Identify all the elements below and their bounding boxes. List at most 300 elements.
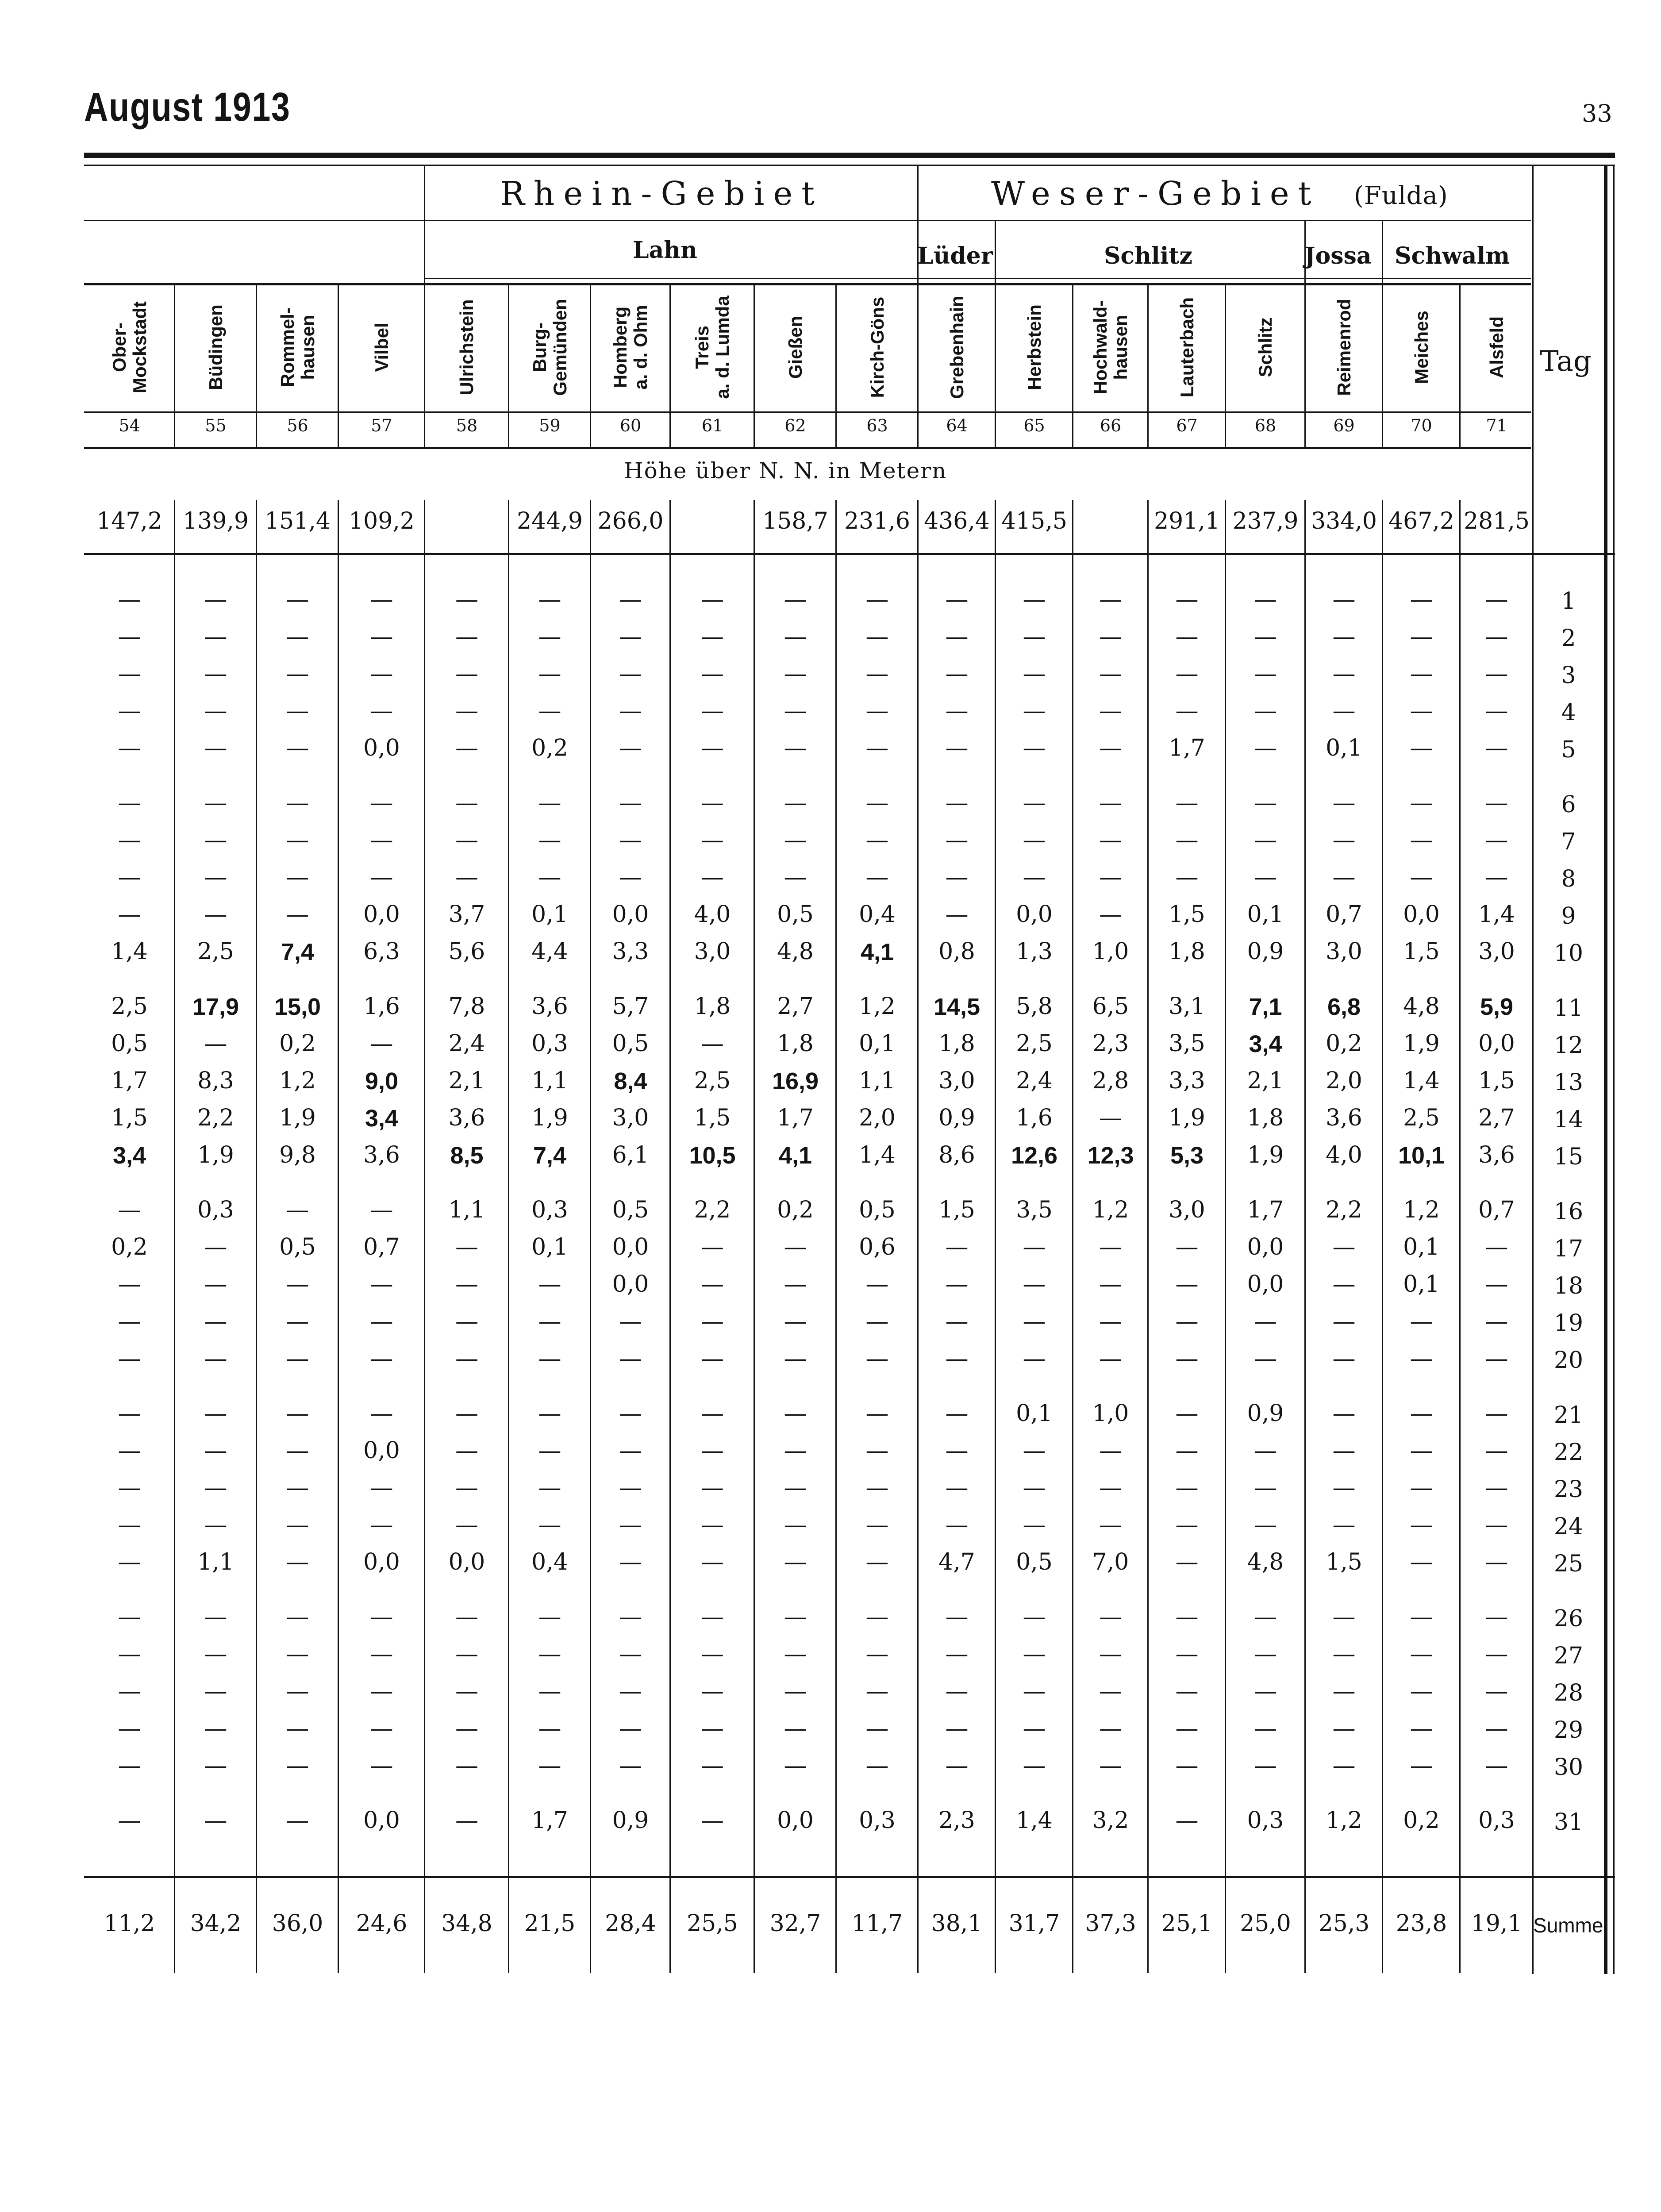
rainfall-cell: — (370, 1641, 393, 1667)
rainfall-cell: 0,9 (612, 1807, 649, 1834)
rainfall-cell: 2,2 (197, 1105, 234, 1131)
column-divider (590, 283, 591, 447)
day-number: 4 (1561, 699, 1576, 726)
rainfall-cell: — (286, 864, 309, 891)
rainfall-cell: — (701, 1234, 724, 1260)
rainfall-cell: — (784, 661, 807, 687)
rainfall-cell: — (455, 1475, 478, 1501)
rainfall-cell: — (701, 661, 724, 687)
rainfall-cell: — (1099, 827, 1122, 853)
rainfall-cell: 1,9 (197, 1142, 234, 1168)
rainfall-cell: 0,9 (938, 1105, 975, 1131)
rainfall-cell: — (701, 1400, 724, 1427)
rainfall-cell: 1,5 (111, 1105, 148, 1131)
rainfall-cell: — (286, 586, 309, 613)
rainfall-cell: — (370, 1197, 393, 1223)
rainfall-cell: 0,0 (363, 1807, 400, 1834)
right-border (1604, 165, 1607, 1974)
station-number: 70 (1411, 416, 1432, 435)
rainfall-cell: — (701, 790, 724, 816)
rainfall-cell: — (1175, 1715, 1199, 1742)
rainfall-cell: — (1254, 790, 1277, 816)
rainfall-cell: — (370, 1752, 393, 1779)
rainfall-cell: — (538, 1437, 561, 1464)
rainfall-cell: — (370, 790, 393, 816)
station-height: 467,2 (1388, 508, 1454, 534)
column-divider (256, 500, 257, 1973)
rainfall-cell: — (619, 698, 642, 724)
rainfall-cell: — (945, 1752, 969, 1779)
rainfall-cell: — (1332, 1400, 1356, 1427)
rainfall-cell: — (455, 790, 478, 816)
rainfall-cell: — (1023, 1475, 1046, 1501)
rainfall-cell: — (701, 1752, 724, 1779)
rainfall-cell: 8,6 (938, 1142, 975, 1168)
rainfall-cell: — (370, 1604, 393, 1630)
rainfall-cell: 0,0 (612, 1234, 649, 1260)
rainfall-cell: 3,3 (1169, 1068, 1205, 1094)
rainfall-cell: — (370, 698, 393, 724)
station-number: 58 (456, 416, 478, 435)
rainfall-cell: — (1099, 698, 1122, 724)
rainfall-cell: — (1485, 1234, 1508, 1260)
rainfall-cell: — (619, 586, 642, 613)
rainfall-cell: — (538, 827, 561, 853)
rainfall-cell: — (1410, 1549, 1433, 1575)
rainfall-cell: — (865, 735, 889, 761)
column-divider (1459, 500, 1461, 1973)
rainfall-cell: 1,7 (111, 1068, 148, 1094)
rainfall-cell: 3,5 (1169, 1030, 1205, 1057)
rainfall-cell: 0,8 (938, 938, 975, 965)
rainfall-cell: 0,5 (612, 1197, 649, 1223)
column-divider (754, 500, 755, 1973)
rainfall-cell: — (784, 1752, 807, 1779)
rainfall-cell: — (619, 1475, 642, 1501)
rainfall-cell: — (865, 623, 889, 650)
station-name: Vilbel (371, 323, 392, 372)
rainfall-cell: — (619, 864, 642, 891)
rainfall-cell: — (1175, 790, 1199, 816)
rainfall-cell: — (1254, 661, 1277, 687)
rainfall-cell: 4,8 (777, 938, 814, 965)
rainfall-cell: — (945, 698, 969, 724)
rainfall-cell: — (204, 1030, 227, 1057)
rainfall-cell: — (619, 1437, 642, 1464)
rainfall-cell: — (455, 1807, 478, 1834)
rainfall-cell: 3,6 (448, 1105, 485, 1131)
rainfall-cell: — (1175, 1400, 1199, 1427)
rainfall-cell: — (701, 1437, 724, 1464)
rainfall-cell: — (945, 1475, 969, 1501)
station-sum: 11,2 (104, 1910, 155, 1937)
column-divider (174, 283, 175, 447)
rainfall-cell: 10,5 (689, 1142, 736, 1169)
day-number: 31 (1553, 1809, 1584, 1836)
rainfall-cell: — (455, 1271, 478, 1298)
station-rule (84, 283, 1531, 285)
column-divider (424, 500, 425, 1973)
station-height: 291,1 (1154, 508, 1220, 534)
rainfall-cell: — (1175, 623, 1199, 650)
rainfall-cell: 1,2 (1326, 1807, 1362, 1834)
rainfall-cell: — (1410, 1308, 1433, 1335)
station-name: Reimenrod (1333, 299, 1354, 396)
rainfall-cell: 0,0 (1403, 901, 1440, 928)
rainfall-cell: 0,3 (859, 1807, 896, 1834)
rainfall-cell: — (945, 1345, 969, 1372)
rainfall-cell: — (538, 623, 561, 650)
rainfall-cell: — (455, 1400, 478, 1427)
rainfall-cell: — (455, 698, 478, 724)
rainfall-cell: — (1485, 698, 1508, 724)
column-divider (1072, 500, 1073, 1973)
rainfall-cell: 0,7 (1478, 1197, 1515, 1223)
day-number: 11 (1553, 995, 1584, 1022)
station-name: Büdingen (205, 304, 226, 390)
rainfall-cell: — (455, 1715, 478, 1742)
column-divider (590, 500, 591, 1973)
rainfall-cell: — (1332, 698, 1356, 724)
rainfall-cell: 0,9 (1247, 938, 1284, 965)
rainfall-cell: — (204, 1604, 227, 1630)
rainfall-cell: — (1175, 1512, 1199, 1538)
rainfall-cell: 7,4 (281, 939, 315, 965)
rainfall-cell: — (945, 1234, 969, 1260)
rainfall-cell: 0,2 (777, 1197, 814, 1223)
rainfall-cell: — (204, 901, 227, 928)
rainfall-cell: 3,2 (1092, 1807, 1129, 1834)
rainfall-cell: — (1023, 735, 1046, 761)
rainfall-cell: 10,1 (1398, 1142, 1445, 1169)
rainfall-cell: — (286, 1807, 309, 1834)
rainfall-cell: 7,8 (448, 993, 485, 1020)
rainfall-cell: — (1485, 1345, 1508, 1372)
rainfall-cell: — (865, 1752, 889, 1779)
rainfall-cell: — (1099, 1752, 1122, 1779)
rainfall-cell: — (1099, 1641, 1122, 1667)
rainfall-cell: — (1332, 1475, 1356, 1501)
rainfall-cell: — (1023, 1308, 1046, 1335)
rainfall-cell: 0,2 (531, 735, 568, 761)
rainfall-cell: — (865, 1308, 889, 1335)
rainfall-cell: — (1175, 1271, 1199, 1298)
station-height: 151,4 (265, 508, 331, 534)
rainfall-cell: — (286, 623, 309, 650)
rainfall-cell: — (1332, 790, 1356, 816)
column-divider (917, 500, 919, 1973)
day-number: 2 (1561, 625, 1576, 652)
rainfall-cell: — (1332, 1604, 1356, 1630)
rainfall-cell: — (784, 1641, 807, 1667)
station-name: Grebenhain (946, 296, 967, 399)
day-number: 24 (1553, 1513, 1584, 1540)
rainfall-cell: 1,4 (1478, 901, 1515, 928)
rainfall-cell: — (1485, 661, 1508, 687)
rainfall-cell: — (1332, 661, 1356, 687)
day-number: 8 (1561, 866, 1576, 892)
rainfall-cell: — (1023, 586, 1046, 613)
page-title: August 1913 (84, 84, 291, 130)
rainfall-cell: — (455, 1234, 478, 1260)
rainfall-cell: — (1099, 1475, 1122, 1501)
rainfall-cell: — (1254, 735, 1277, 761)
rainfall-cell: — (1175, 661, 1199, 687)
rainfall-cell: 2,1 (448, 1068, 485, 1094)
rainfall-cell: 6,1 (612, 1142, 649, 1168)
rainfall-cell: — (1023, 623, 1046, 650)
column-divider (669, 500, 671, 1973)
rainfall-cell: — (204, 1345, 227, 1372)
station-sum: 25,0 (1240, 1910, 1291, 1937)
rainfall-cell: 3,6 (1326, 1105, 1362, 1131)
rainfall-cell: — (370, 1030, 393, 1057)
station-name: Ober- Mockstadt (108, 301, 150, 393)
rainfall-cell: 0,1 (1403, 1234, 1440, 1260)
day-number: 27 (1553, 1643, 1584, 1669)
rainfall-cell: — (455, 1512, 478, 1538)
station-height: 334,0 (1311, 508, 1377, 534)
station-sum: 34,8 (441, 1910, 492, 1937)
rainfall-cell: — (784, 1475, 807, 1501)
rainfall-cell: 3,6 (1478, 1142, 1515, 1168)
rainfall-cell: 0,0 (448, 1549, 485, 1575)
rainfall-cell: — (538, 1512, 561, 1538)
rainfall-cell: — (865, 1678, 889, 1705)
rainfall-cell: — (619, 1715, 642, 1742)
rainfall-cell: 0,4 (859, 901, 896, 928)
column-divider (1382, 283, 1383, 447)
rainfall-cell: — (701, 1030, 724, 1057)
top-rule (84, 153, 1615, 158)
day-number: 13 (1553, 1069, 1584, 1096)
rainfall-cell: — (455, 1752, 478, 1779)
rainfall-cell: 0,2 (1403, 1807, 1440, 1834)
column-divider (256, 283, 257, 447)
rainfall-cell: 1,5 (694, 1105, 731, 1131)
rainfall-cell: — (118, 661, 141, 687)
rainfall-cell: 2,3 (938, 1807, 975, 1834)
rainfall-cell: 1,5 (1326, 1549, 1362, 1575)
rainfall-cell: — (1485, 1271, 1508, 1298)
day-number: 25 (1553, 1551, 1584, 1577)
rainfall-cell: — (701, 1271, 724, 1298)
station-number: 55 (205, 416, 227, 435)
station-number: 64 (946, 416, 968, 435)
rainfall-cell: 3,4 (112, 1142, 146, 1169)
rainfall-cell: — (865, 1715, 889, 1742)
rainfall-cell: — (204, 1512, 227, 1538)
rainfall-cell: — (865, 827, 889, 853)
rainfall-cell: — (204, 1807, 227, 1834)
rainfall-cell: — (1410, 1512, 1433, 1538)
rainfall-cell: — (619, 1641, 642, 1667)
rainfall-cell: 8,3 (197, 1068, 234, 1094)
rainfall-cell: — (1175, 1678, 1199, 1705)
rainfall-cell: — (784, 864, 807, 891)
column-divider (835, 500, 837, 1973)
rainfall-cell: — (945, 827, 969, 853)
rainfall-cell: 12,3 (1087, 1142, 1134, 1169)
rainfall-cell: — (865, 1345, 889, 1372)
rainfall-cell: 0,0 (612, 901, 649, 928)
rainfall-cell: — (1410, 586, 1433, 613)
rainfall-cell: 2,2 (1326, 1197, 1362, 1223)
rainfall-cell: — (1410, 1400, 1433, 1427)
rainfall-cell: 0,5 (612, 1030, 649, 1057)
day-number: 21 (1553, 1402, 1584, 1429)
rainfall-cell: 0,9 (1247, 1400, 1284, 1427)
rainfall-cell: — (286, 1641, 309, 1667)
rainfall-cell: — (1099, 1678, 1122, 1705)
rainfall-cell: 0,3 (1478, 1807, 1515, 1834)
rainfall-cell: 6,5 (1092, 993, 1129, 1020)
rainfall-cell: 3,3 (612, 938, 649, 965)
rainfall-cell: — (1099, 864, 1122, 891)
sum-rule (84, 1876, 1615, 1878)
column-divider (1225, 283, 1226, 447)
rainfall-cell: — (538, 1715, 561, 1742)
rainfall-cell: 1,8 (777, 1030, 814, 1057)
river-lahn: Lahn (633, 237, 697, 264)
day-number: 14 (1553, 1106, 1584, 1133)
rainfall-cell: — (370, 1271, 393, 1298)
rainfall-cell: — (1332, 1271, 1356, 1298)
rainfall-cell: — (619, 1512, 642, 1538)
summe-label: Summe (1533, 1914, 1603, 1937)
rainfall-cell: — (1099, 623, 1122, 650)
rainfall-cell: — (865, 1549, 889, 1575)
station-height: 158,7 (762, 508, 828, 534)
river-rule (425, 278, 1531, 279)
rainfall-cell: — (1254, 698, 1277, 724)
rainfall-cell: — (1485, 1475, 1508, 1501)
rainfall-cell: — (1175, 1437, 1199, 1464)
station-height: 415,5 (1001, 508, 1067, 534)
rainfall-cell: — (538, 1345, 561, 1372)
rainfall-cell: — (701, 1345, 724, 1372)
rainfall-cell: — (865, 1400, 889, 1427)
rainfall-cell: 2,2 (694, 1197, 731, 1223)
rainfall-cell: 1,5 (1478, 1068, 1515, 1094)
rainfall-cell: 4,0 (1326, 1142, 1362, 1168)
rainfall-cell: — (784, 1308, 807, 1335)
rainfall-cell: 3,6 (363, 1142, 400, 1168)
station-number: 63 (866, 416, 888, 435)
station-name: Gießen (784, 315, 806, 379)
river-lueder: Lüder (917, 242, 993, 269)
rainfall-cell: — (204, 1437, 227, 1464)
rainfall-cell: — (619, 1752, 642, 1779)
height-caption: Höhe über N. N. in Metern (624, 458, 947, 484)
column-divider (174, 500, 175, 1973)
rainfall-cell: — (1485, 586, 1508, 613)
rainfall-cell: — (1175, 1475, 1199, 1501)
station-sum: 37,3 (1085, 1910, 1136, 1937)
rainfall-cell: — (1410, 1752, 1433, 1779)
rainfall-cell: — (1175, 864, 1199, 891)
rainfall-cell: — (1332, 1345, 1356, 1372)
rainfall-cell: — (286, 1437, 309, 1464)
rainfall-cell: — (204, 1641, 227, 1667)
rainfall-cell: — (286, 698, 309, 724)
rainfall-cell: — (118, 1604, 141, 1630)
rainfall-cell: — (701, 735, 724, 761)
day-number: 18 (1553, 1273, 1584, 1299)
rainfall-cell: 0,0 (1478, 1030, 1515, 1057)
rainfall-cell: 1,1 (859, 1068, 896, 1094)
rainfall-cell: — (204, 735, 227, 761)
rainfall-cell: — (1254, 1715, 1277, 1742)
rainfall-cell: 1,7 (1247, 1197, 1284, 1223)
rainfall-cell: — (204, 1678, 227, 1705)
rainfall-cell: — (204, 1271, 227, 1298)
rainfall-cell: — (204, 1308, 227, 1335)
rainfall-cell: — (1332, 1641, 1356, 1667)
rainfall-cell: — (455, 1345, 478, 1372)
rainfall-cell: — (945, 1400, 969, 1427)
rainfall-cell: — (1254, 1475, 1277, 1501)
column-divider (1147, 283, 1149, 447)
rainfall-cell: 1,8 (938, 1030, 975, 1057)
rainfall-cell: 0,1 (531, 901, 568, 928)
station-number: 66 (1100, 416, 1122, 435)
station-sum: 23,8 (1396, 1910, 1447, 1937)
rainfall-cell: — (619, 827, 642, 853)
rainfall-cell: — (865, 661, 889, 687)
day-number: 9 (1561, 903, 1576, 929)
rainfall-cell: 4,1 (860, 939, 894, 965)
rainfall-cell: 1,1 (531, 1068, 568, 1094)
rainfall-cell: — (1485, 1641, 1508, 1667)
rainfall-cell: 3,0 (1326, 938, 1362, 965)
rainfall-cell: — (1410, 1475, 1433, 1501)
rainfall-cell: — (945, 661, 969, 687)
rainfall-cell: 4,0 (694, 901, 731, 928)
day-number: 26 (1553, 1605, 1584, 1632)
rainfall-cell: — (118, 1678, 141, 1705)
rainfall-cell: — (1023, 1604, 1046, 1630)
rainfall-cell: 2,4 (448, 1030, 485, 1057)
rainfall-cell: — (1254, 1512, 1277, 1538)
rainfall-cell: — (1099, 661, 1122, 687)
rainfall-cell: — (204, 1475, 227, 1501)
rainfall-cell: 0,0 (363, 1549, 400, 1575)
rainfall-cell: — (538, 1475, 561, 1501)
station-number: 71 (1486, 416, 1507, 435)
rainfall-cell: 15,0 (274, 994, 321, 1020)
rainfall-cell: — (865, 698, 889, 724)
rainfall-cell: — (370, 1345, 393, 1372)
rainfall-cell: — (1410, 1437, 1433, 1464)
rainfall-cell: — (701, 623, 724, 650)
rainfall-cell: — (701, 827, 724, 853)
rainfall-cell: — (370, 864, 393, 891)
rainfall-cell: — (204, 827, 227, 853)
rainfall-cell: — (118, 1400, 141, 1427)
station-sum: 31,7 (1008, 1910, 1060, 1937)
rainfall-cell: 1,5 (1169, 901, 1205, 928)
rainfall-cell: — (1099, 901, 1122, 928)
station-sum: 28,4 (605, 1910, 656, 1937)
rainfall-cell: — (784, 1345, 807, 1372)
rainfall-cell: — (701, 1549, 724, 1575)
region-divider (424, 165, 425, 284)
station-sum: 11,7 (851, 1910, 903, 1937)
rainfall-cell: — (945, 790, 969, 816)
rainfall-cell: — (118, 623, 141, 650)
day-number: 7 (1561, 829, 1576, 855)
